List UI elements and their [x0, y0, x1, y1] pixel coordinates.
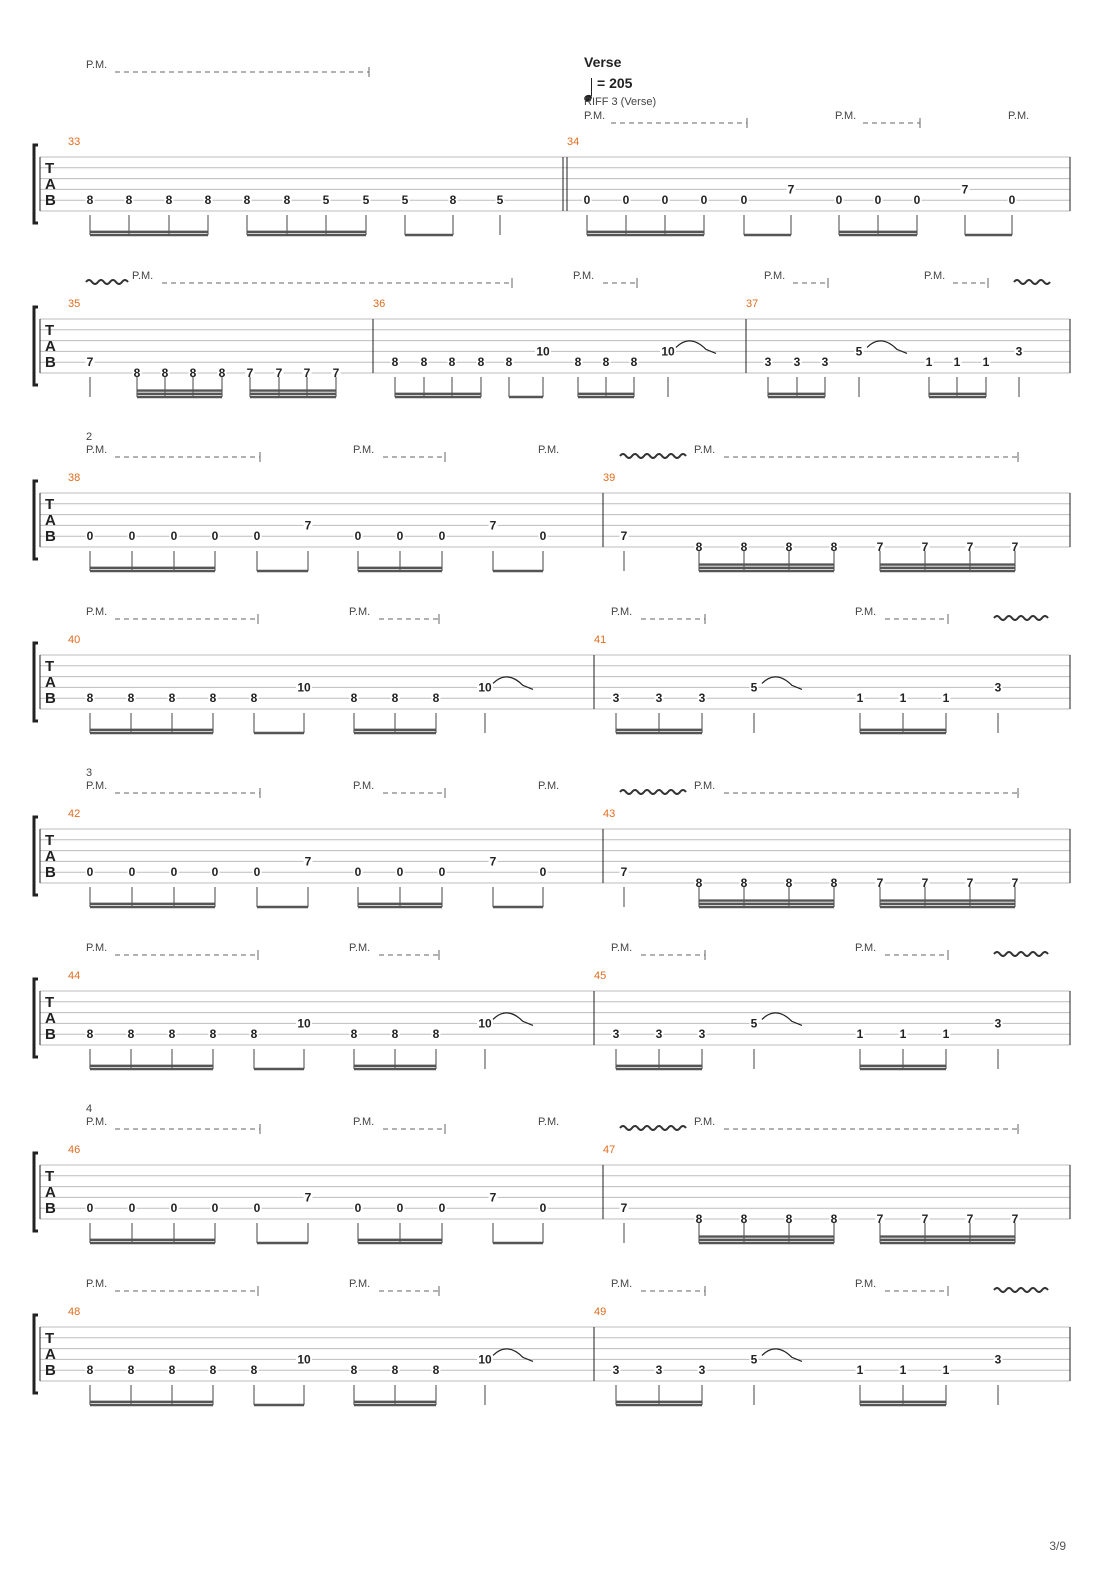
palm-mute-label: P.M. — [573, 270, 595, 282]
vibrato-icon — [86, 280, 128, 284]
fret-number: 8 — [189, 366, 197, 380]
fret-number: 10 — [478, 1352, 492, 1367]
fret-number: 8 — [209, 1027, 217, 1042]
fret-number: 0 — [539, 865, 547, 880]
fret-number: 3 — [655, 1027, 663, 1042]
fret-number: 7 — [966, 876, 974, 890]
system-bracket — [34, 817, 38, 895]
fret-number: 8 — [391, 355, 399, 370]
system-bracket — [34, 1315, 38, 1393]
fret-number: 8 — [432, 1027, 440, 1042]
fret-number: 8 — [283, 193, 291, 208]
measure-number: 44 — [68, 970, 81, 982]
fret-number: 8 — [740, 540, 748, 554]
palm-mute-label: P.M. — [86, 942, 108, 954]
palm-mute-label: P.M. — [538, 444, 560, 456]
fret-number: 1 — [942, 691, 950, 706]
fret-number: 0 — [700, 193, 708, 208]
fret-number: 0 — [253, 1201, 261, 1216]
fret-number: 1 — [942, 1363, 950, 1378]
tab-clef-letter: T — [45, 495, 55, 513]
fret-number: 8 — [740, 876, 748, 890]
measure-number: 48 — [68, 1306, 81, 1318]
fret-number: 0 — [396, 529, 404, 544]
fret-number: 3 — [655, 1363, 663, 1378]
fret-number: 5 — [496, 193, 504, 208]
fret-number: 8 — [350, 691, 358, 706]
vibrato-icon — [994, 952, 1048, 956]
tab-clef-letter: A — [45, 848, 56, 865]
fret-number: 8 — [127, 1363, 135, 1378]
tab-clef-letter: A — [45, 1010, 56, 1027]
fret-number: 3 — [994, 1016, 1002, 1031]
fret-number: 10 — [297, 680, 311, 695]
fret-number: 3 — [1015, 344, 1023, 359]
fret-number: 8 — [785, 540, 793, 554]
fret-number: 0 — [170, 865, 178, 880]
fret-number: 3 — [655, 691, 663, 706]
measure-number: 41 — [594, 634, 607, 646]
tab-clef-letter: B — [45, 690, 56, 708]
fret-number: 7 — [876, 1212, 884, 1226]
fret-number: 8 — [168, 691, 176, 706]
fret-number: 8 — [602, 355, 610, 370]
fret-number: 5 — [362, 193, 370, 208]
fret-number: 8 — [250, 1363, 258, 1378]
section-title: Verse — [584, 54, 622, 70]
tab-clef-letter: B — [45, 528, 56, 546]
fret-number: 0 — [170, 529, 178, 544]
fret-number: 8 — [830, 540, 838, 554]
system-bracket — [34, 481, 38, 559]
fret-number: 8 — [695, 876, 703, 890]
fret-number: 0 — [354, 1201, 362, 1216]
tempo-marking: = 205 — [597, 75, 633, 91]
fret-number: 0 — [253, 529, 261, 544]
fret-number: 7 — [1011, 540, 1019, 554]
palm-mute-label: P.M. — [694, 1116, 716, 1128]
fret-number: 0 — [354, 529, 362, 544]
fret-number: 7 — [620, 1201, 628, 1216]
fret-number: 3 — [612, 1363, 620, 1378]
fret-number: 1 — [942, 1027, 950, 1042]
fret-number: 7 — [966, 1212, 974, 1226]
fret-number: 7 — [620, 865, 628, 880]
tab-clef-letter: T — [45, 1167, 55, 1185]
fret-number: 7 — [966, 540, 974, 554]
tab-clef-letter: B — [45, 1200, 56, 1218]
fret-number: 5 — [750, 1352, 758, 1367]
palm-mute-label: P.M. — [538, 1116, 560, 1128]
fret-number: 7 — [246, 366, 254, 380]
measure-number: 46 — [68, 1144, 81, 1156]
vibrato-icon — [994, 1288, 1048, 1292]
fret-number: 10 — [478, 680, 492, 695]
fret-number: 1 — [856, 691, 864, 706]
fret-number: 8 — [830, 876, 838, 890]
vibrato-icon — [620, 1126, 686, 1130]
fret-number: 7 — [489, 1190, 497, 1205]
measure-number: 42 — [68, 808, 81, 820]
fret-number: 0 — [354, 865, 362, 880]
tab-clef-letter: T — [45, 159, 55, 177]
fret-number: 0 — [913, 193, 921, 208]
fret-number: 8 — [168, 1027, 176, 1042]
tab-clef-letter: T — [45, 321, 55, 339]
fret-number: 8 — [449, 193, 457, 208]
fret-number: 7 — [1011, 876, 1019, 890]
fret-number: 10 — [297, 1016, 311, 1031]
fret-number: 8 — [127, 691, 135, 706]
measure-number: 43 — [603, 808, 616, 820]
fret-number: 0 — [583, 193, 591, 208]
tab-clef-letter: A — [45, 176, 56, 193]
fret-number: 8 — [127, 1027, 135, 1042]
vibrato-icon — [620, 790, 686, 794]
fret-number: 1 — [899, 1027, 907, 1042]
fret-number: 8 — [630, 355, 638, 370]
fret-number: 0 — [396, 865, 404, 880]
tab-clef-letter: T — [45, 1329, 55, 1347]
fret-number: 0 — [211, 1201, 219, 1216]
fret-number: 0 — [253, 865, 261, 880]
fret-number: 7 — [303, 366, 311, 380]
fret-number: 8 — [86, 1027, 94, 1042]
palm-mute-label: P.M. — [353, 780, 375, 792]
fret-number: 10 — [478, 1016, 492, 1031]
measure-number: 45 — [594, 970, 607, 982]
fret-number: 8 — [86, 193, 94, 208]
fret-number: 0 — [438, 1201, 446, 1216]
fret-number: 3 — [764, 355, 772, 370]
tab-clef-letter: B — [45, 354, 56, 372]
vibrato-icon — [620, 454, 686, 458]
palm-mute-label: P.M. — [1008, 110, 1030, 122]
fret-number: 0 — [128, 1201, 136, 1216]
system-bracket — [34, 145, 38, 223]
ending-number: 2 — [86, 431, 93, 443]
fret-number: 7 — [304, 518, 312, 533]
fret-number: 0 — [438, 865, 446, 880]
fret-number: 0 — [539, 529, 547, 544]
fret-number: 7 — [876, 540, 884, 554]
palm-mute-label: P.M. — [835, 110, 857, 122]
fret-number: 8 — [350, 1363, 358, 1378]
system-bracket — [34, 643, 38, 721]
palm-mute-label: P.M. — [86, 444, 108, 456]
fret-number: 8 — [420, 355, 428, 370]
fret-number: 7 — [921, 540, 929, 554]
fret-number: 8 — [830, 1212, 838, 1226]
fret-number: 8 — [86, 691, 94, 706]
palm-mute-label: P.M. — [86, 59, 108, 71]
fret-number: 7 — [961, 182, 969, 197]
fret-number: 5 — [322, 193, 330, 208]
fret-number: 10 — [536, 344, 550, 359]
palm-mute-label: P.M. — [353, 444, 375, 456]
fret-number: 0 — [1008, 193, 1016, 208]
fret-number: 7 — [489, 854, 497, 869]
measure-number: 39 — [603, 472, 616, 484]
fret-number: 8 — [243, 193, 251, 208]
fret-number: 1 — [982, 355, 990, 370]
fret-number: 8 — [168, 1363, 176, 1378]
measure-number: 33 — [68, 136, 81, 148]
measure-number: 34 — [567, 136, 580, 148]
palm-mute-label: P.M. — [855, 942, 877, 954]
fret-number: 0 — [86, 1201, 94, 1216]
fret-number: 0 — [211, 865, 219, 880]
palm-mute-label: P.M. — [349, 942, 371, 954]
palm-mute-label: P.M. — [924, 270, 946, 282]
fret-number: 8 — [695, 540, 703, 554]
fret-number: 7 — [86, 355, 94, 370]
measure-number: 49 — [594, 1306, 607, 1318]
fret-number: 8 — [125, 193, 133, 208]
fret-number: 0 — [86, 865, 94, 880]
tab-clef-letter: A — [45, 674, 56, 691]
fret-number: 8 — [432, 1363, 440, 1378]
palm-mute-label: P.M. — [694, 780, 716, 792]
tab-clef-letter: A — [45, 512, 56, 529]
fret-number: 7 — [332, 366, 340, 380]
fret-number: 7 — [921, 1212, 929, 1226]
fret-number: 8 — [165, 193, 173, 208]
palm-mute-label: P.M. — [86, 1278, 108, 1290]
fret-number: 0 — [211, 529, 219, 544]
fret-number: 8 — [740, 1212, 748, 1226]
palm-mute-label: P.M. — [86, 780, 108, 792]
fret-number: 1 — [856, 1363, 864, 1378]
fret-number: 1 — [953, 355, 961, 370]
fret-number: 10 — [297, 1352, 311, 1367]
tab-clef-letter: B — [45, 864, 56, 882]
vibrato-icon — [994, 616, 1048, 620]
fret-number: 0 — [86, 529, 94, 544]
palm-mute-label: P.M. — [694, 444, 716, 456]
tab-clef-letter: A — [45, 1346, 56, 1363]
palm-mute-label: P.M. — [538, 780, 560, 792]
fret-number: 7 — [275, 366, 283, 380]
fret-number: 0 — [128, 865, 136, 880]
measure-number: 40 — [68, 634, 81, 646]
vibrato-icon — [1014, 280, 1050, 284]
fret-number: 8 — [161, 366, 169, 380]
fret-number: 0 — [170, 1201, 178, 1216]
tab-clef-letter: B — [45, 192, 56, 210]
fret-number: 1 — [925, 355, 933, 370]
fret-number: 8 — [209, 691, 217, 706]
fret-number: 8 — [695, 1212, 703, 1226]
palm-mute-label: P.M. — [349, 606, 371, 618]
fret-number: 8 — [250, 1027, 258, 1042]
fret-number: 7 — [620, 529, 628, 544]
fret-number: 0 — [874, 193, 882, 208]
fret-number: 0 — [740, 193, 748, 208]
measure-number: 47 — [603, 1144, 616, 1156]
fret-number: 8 — [86, 1363, 94, 1378]
system-bracket — [34, 307, 38, 385]
fret-number: 8 — [218, 366, 226, 380]
palm-mute-label: P.M. — [611, 1278, 633, 1290]
fret-number: 8 — [448, 355, 456, 370]
ending-number: 3 — [86, 767, 93, 779]
fret-number: 3 — [793, 355, 801, 370]
fret-number: 7 — [304, 854, 312, 869]
fret-number: 1 — [899, 691, 907, 706]
fret-number: 10 — [661, 344, 675, 359]
palm-mute-label: P.M. — [855, 1278, 877, 1290]
palm-mute-label: P.M. — [855, 606, 877, 618]
tab-clef-letter: B — [45, 1362, 56, 1380]
fret-number: 8 — [209, 1363, 217, 1378]
palm-mute-label: P.M. — [611, 942, 633, 954]
fret-number: 8 — [391, 1027, 399, 1042]
fret-number: 0 — [438, 529, 446, 544]
fret-number: 3 — [994, 680, 1002, 695]
measure-number: 36 — [373, 298, 386, 310]
fret-number: 8 — [505, 355, 513, 370]
fret-number: 7 — [921, 876, 929, 890]
palm-mute-label: P.M. — [349, 1278, 371, 1290]
fret-number: 0 — [128, 529, 136, 544]
fret-number: 7 — [876, 876, 884, 890]
fret-number: 8 — [477, 355, 485, 370]
fret-number: 8 — [391, 691, 399, 706]
fret-number: 7 — [489, 518, 497, 533]
fret-number: 3 — [698, 1363, 706, 1378]
fret-number: 0 — [622, 193, 630, 208]
tab-clef-letter: A — [45, 1184, 56, 1201]
measure-number: 38 — [68, 472, 81, 484]
tab-clef-letter: T — [45, 993, 55, 1011]
fret-number: 3 — [994, 1352, 1002, 1367]
palm-mute-label: P.M. — [353, 1116, 375, 1128]
fret-number: 3 — [612, 1027, 620, 1042]
fret-number: 3 — [698, 691, 706, 706]
fret-number: 0 — [539, 1201, 547, 1216]
system-bracket — [34, 1153, 38, 1231]
fret-number: 8 — [250, 691, 258, 706]
fret-number: 5 — [750, 680, 758, 695]
palm-mute-label: P.M. — [764, 270, 786, 282]
tab-clef-letter: T — [45, 831, 55, 849]
fret-number: 3 — [612, 691, 620, 706]
palm-mute-label: P.M. — [584, 110, 606, 122]
fret-number: 8 — [391, 1363, 399, 1378]
page-number: 3/9 — [1049, 1539, 1066, 1553]
palm-mute-label: P.M. — [132, 270, 154, 282]
riff-label: RIFF 3 (Verse) — [584, 96, 657, 108]
fret-number: 7 — [1011, 1212, 1019, 1226]
fret-number: 5 — [855, 344, 863, 359]
fret-number: 8 — [204, 193, 212, 208]
fret-number: 5 — [750, 1016, 758, 1031]
tab-clef-letter: T — [45, 657, 55, 675]
tab-clef-letter: A — [45, 338, 56, 355]
fret-number: 8 — [133, 366, 141, 380]
fret-number: 0 — [396, 1201, 404, 1216]
measure-number: 37 — [746, 298, 759, 310]
quarter-note-stem — [591, 78, 592, 96]
fret-number: 3 — [698, 1027, 706, 1042]
palm-mute-label: P.M. — [611, 606, 633, 618]
fret-number: 7 — [304, 1190, 312, 1205]
fret-number: 8 — [785, 1212, 793, 1226]
tab-clef-letter: B — [45, 1026, 56, 1044]
palm-mute-label: P.M. — [86, 1116, 108, 1128]
fret-number: 8 — [432, 691, 440, 706]
palm-mute-label: P.M. — [86, 606, 108, 618]
fret-number: 8 — [574, 355, 582, 370]
fret-number: 5 — [401, 193, 409, 208]
fret-number: 0 — [661, 193, 669, 208]
fret-number: 8 — [785, 876, 793, 890]
fret-number: 7 — [787, 182, 795, 197]
measure-number: 35 — [68, 298, 81, 310]
fret-number: 1 — [899, 1363, 907, 1378]
system-bracket — [34, 979, 38, 1057]
fret-number: 8 — [350, 1027, 358, 1042]
ending-number: 4 — [86, 1103, 93, 1115]
fret-number: 0 — [835, 193, 843, 208]
fret-number: 3 — [821, 355, 829, 370]
fret-number: 1 — [856, 1027, 864, 1042]
